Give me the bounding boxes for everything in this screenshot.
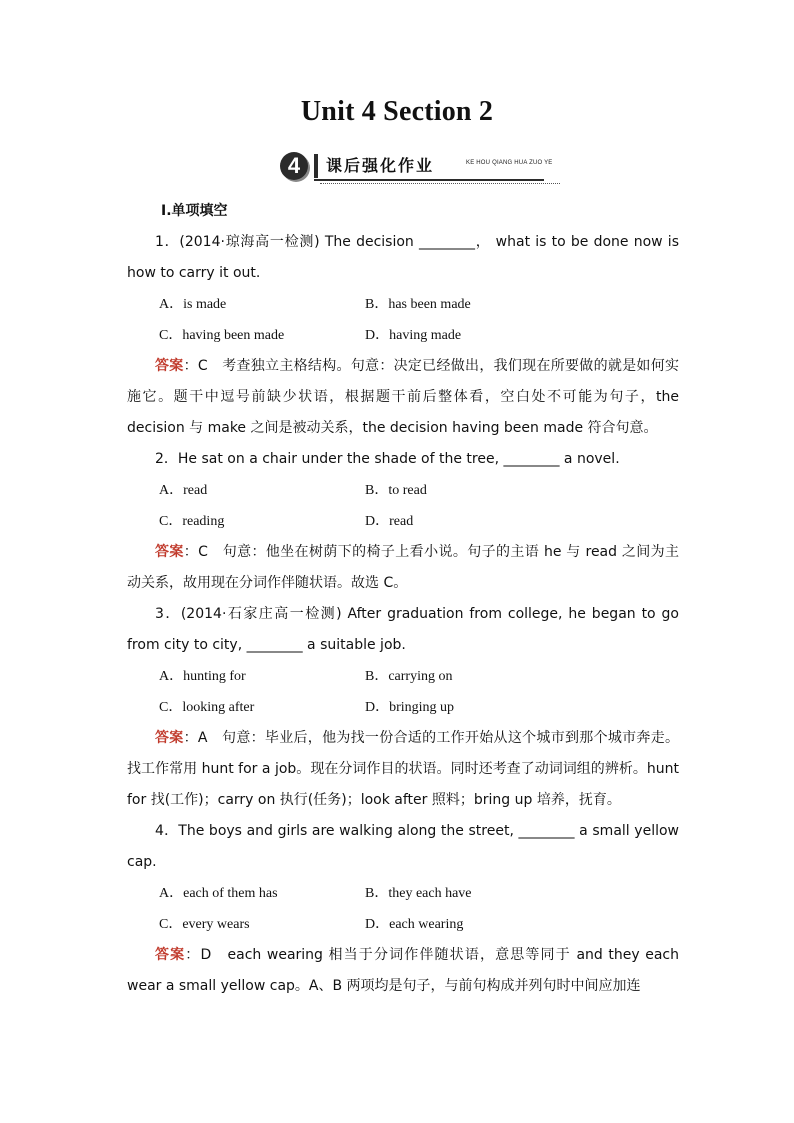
question-1-option-b: B．has been made — [365, 297, 471, 312]
question-1-options-row-2 — [159, 320, 679, 351]
question-2-answer-text: ：C 句意：他坐在树荫下的椅子上看小说。句子的主语 he 与 read 之间为主动关系，故用现在分词作伴随状语。故选 C。 — [127, 544, 680, 591]
banner-dotted-rule — [320, 183, 560, 184]
question-1-option-c: C．having been made — [159, 328, 285, 343]
question-2-option-c: C．reading — [159, 514, 225, 529]
question-1-answer-text: ：C 考查独立主格结构。句意：决定已经做出，我们现在所要做的就是如何实施它。题干中逗号前缺少状语，根据题干前后整体看，空白处不可能为句子，the decision 与 make 之间是被动关系，the decision having been made 符合句意。 — [127, 358, 680, 436]
question-2-options-row-1 — [159, 475, 679, 506]
section-banner — [280, 150, 570, 184]
question-3-option-b: B．carrying on — [365, 669, 453, 684]
section-heading: Ⅰ.单项填空 — [161, 203, 228, 219]
question-4-option-c: C．every wears — [159, 917, 250, 932]
question-2-options-row-2 — [159, 506, 679, 537]
question-3-stem: 3．(2014·石家庄高一检测) After graduation from college, he began to go from city to city, ________ a suitable job. — [127, 606, 679, 653]
question-3-answer — [127, 723, 679, 816]
question-4-option-a: A．each of them has — [159, 886, 278, 901]
banner-bar — [314, 154, 318, 178]
question-2-answer — [127, 537, 679, 599]
answer-label: 答案 — [155, 544, 184, 560]
answer-label: 答案 — [155, 947, 186, 963]
question-2-option-d: D．read — [365, 514, 414, 529]
question-3-option-a: A．hunting for — [159, 669, 246, 684]
question-2-option-b: B．to read — [365, 483, 427, 498]
exercise-content — [127, 196, 679, 1002]
question-1-stem: 1．(2014·琼海高一检测) The decision ________， what is to be done now is how to carry it out. — [127, 234, 679, 281]
question-4-options-row-1 — [159, 878, 679, 909]
question-3-option-d: D．bringing up — [365, 700, 455, 715]
question-3-option-c: C．looking after — [159, 700, 255, 715]
page-title: Unit 4 Section 2 — [300, 96, 494, 127]
question-3-answer-text: ：A 句意：毕业后，他为找一份合适的工作开始从这个城市到那个城市奔走。找工作常用 hunt for a job。现在分词作目的状语。同时还考查了动词词组的辨析。hunt for 找(工作)；carry on 执行(任务)；look after 照料；bring up 培养，抚育。 — [127, 730, 680, 808]
answer-label: 答案 — [155, 730, 184, 746]
question-4-option-d: D．each wearing — [365, 917, 464, 932]
question-3-options-row-2 — [159, 692, 679, 723]
question-4-answer — [127, 940, 679, 1002]
answer-label: 答案 — [155, 358, 184, 374]
question-4-options-row-2 — [159, 909, 679, 940]
question-1-answer — [127, 351, 679, 444]
question-4-option-b: B．they each have — [365, 886, 472, 901]
banner-rule — [314, 179, 544, 181]
banner-sublabel: KE HOU QIANG HUA ZUO YE — [466, 160, 553, 166]
question-1-option-d: D．having made — [365, 328, 462, 343]
question-1-option-a: A．is made — [159, 297, 227, 312]
question-3-options-row-1 — [159, 661, 679, 692]
question-4-stem: 4．The boys and girls are walking along the street, ________ a small yellow cap. — [127, 823, 679, 870]
banner-number-badge: 4 — [280, 152, 308, 180]
question-4-answer-text: ：D each wearing 相当于分词作伴随状语，意思等同于 and they each wear a small yellow cap。A、B 两项均是句子，与前句构成并列句时中间应加连 — [127, 947, 680, 994]
question-2-option-a: A．read — [159, 483, 208, 498]
question-1-options-row-1 — [159, 289, 679, 320]
question-2-stem: 2．He sat on a chair under the shade of the tree, ________ a novel. — [155, 451, 620, 467]
banner-label: 课后强化作业 — [326, 156, 435, 175]
